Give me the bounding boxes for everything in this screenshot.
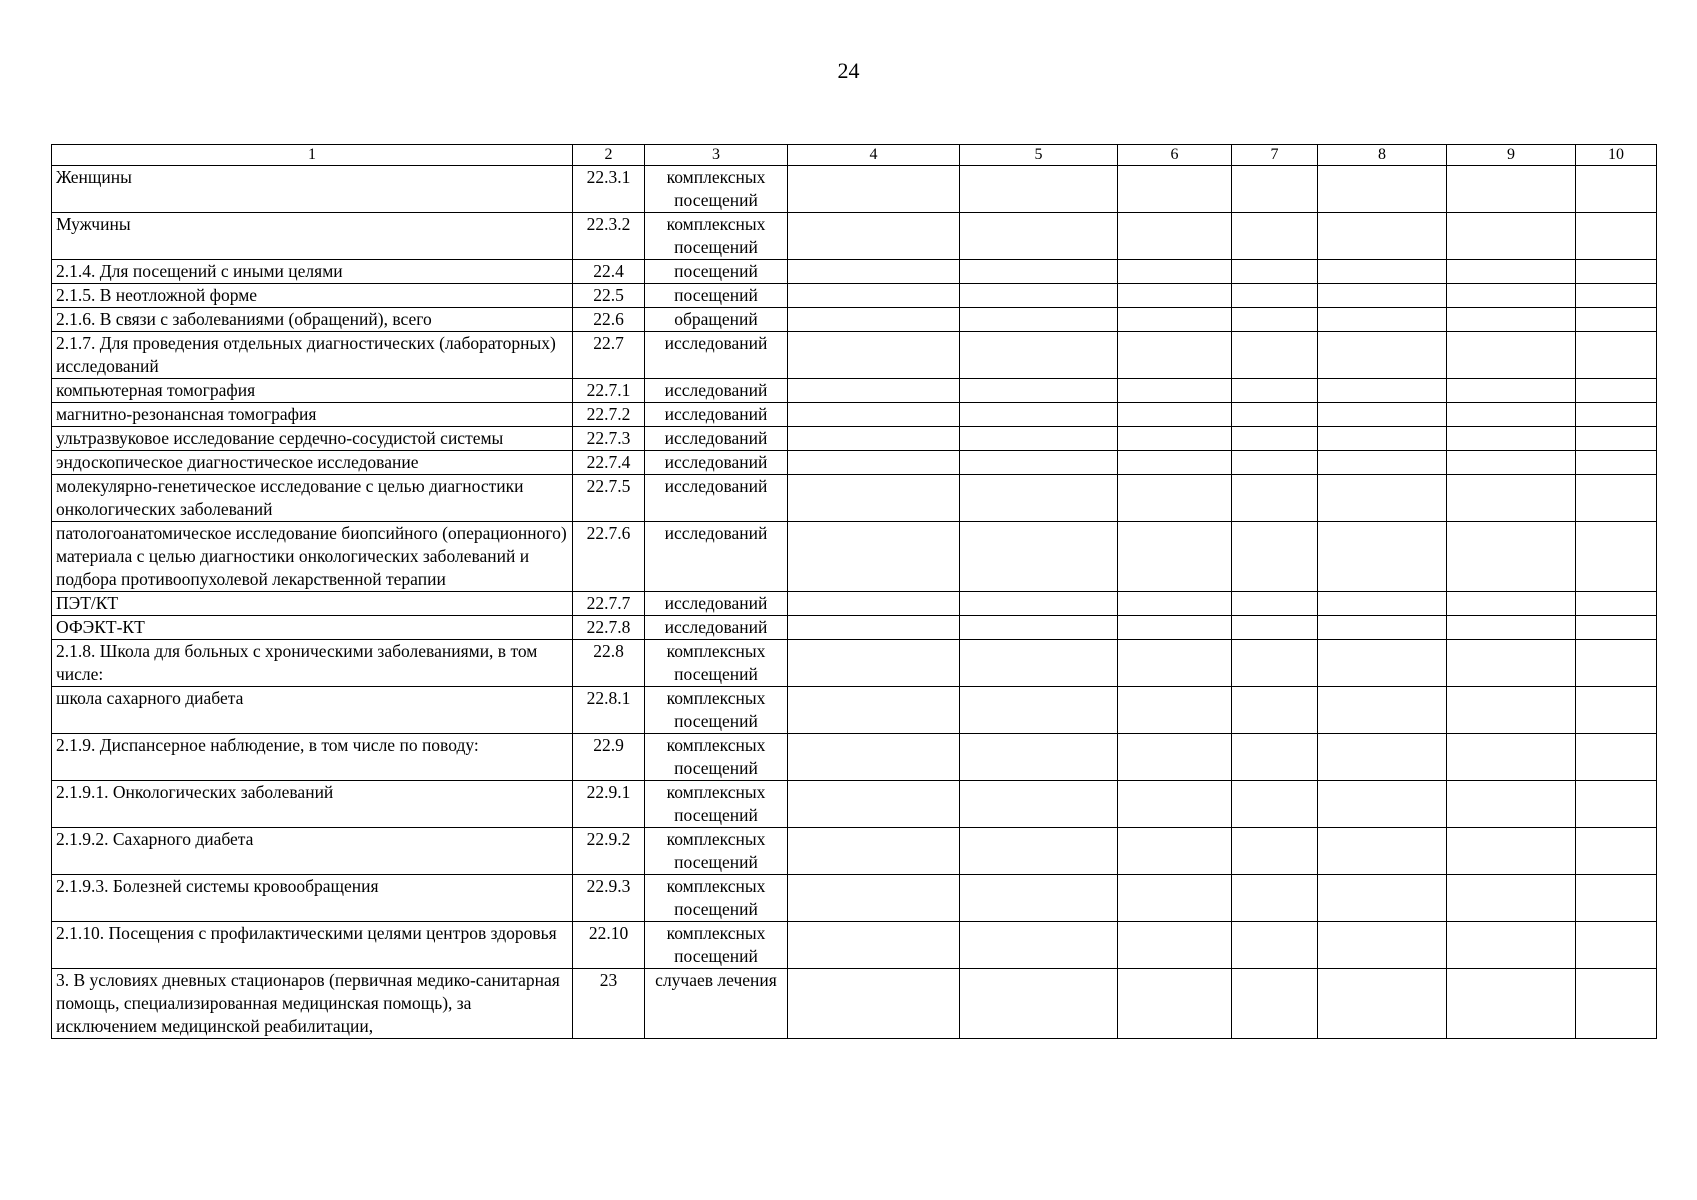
row-code-cell: 22.9	[573, 734, 645, 781]
empty-cell	[1118, 427, 1232, 451]
table-row	[52, 379, 1657, 403]
row-code-cell: 22.4	[573, 260, 645, 284]
empty-cell	[1118, 308, 1232, 332]
empty-cell	[788, 828, 960, 875]
table-row	[52, 592, 1657, 616]
empty-cell	[1447, 640, 1576, 687]
table-row	[52, 781, 1657, 828]
row-name-cell: компьютерная томография	[52, 379, 573, 403]
row-code-cell: 22.8	[573, 640, 645, 687]
empty-cell	[960, 828, 1118, 875]
empty-cell	[1576, 922, 1657, 969]
empty-cell	[1118, 734, 1232, 781]
row-name-cell: 2.1.5. В неотложной форме	[52, 284, 573, 308]
empty-cell	[1318, 734, 1447, 781]
table-row	[52, 260, 1657, 284]
empty-cell	[1318, 640, 1447, 687]
empty-cell	[1118, 213, 1232, 260]
empty-cell	[1118, 284, 1232, 308]
page-number: 24	[837, 58, 860, 83]
empty-cell	[1447, 379, 1576, 403]
row-unit-cell: комплексных посещений	[645, 828, 788, 875]
row-unit-cell: исследований	[645, 522, 788, 592]
table-row	[52, 734, 1657, 781]
empty-cell	[1447, 308, 1576, 332]
empty-cell	[1447, 969, 1576, 1039]
row-unit-cell: исследований	[645, 451, 788, 475]
empty-cell	[1576, 475, 1657, 522]
empty-cell	[1318, 522, 1447, 592]
empty-cell	[788, 475, 960, 522]
empty-cell	[788, 213, 960, 260]
row-code-cell: 22.9.2	[573, 828, 645, 875]
empty-cell	[960, 379, 1118, 403]
empty-cell	[1232, 828, 1318, 875]
row-name-cell: ОФЭКТ-КТ	[52, 616, 573, 640]
row-code-cell: 22.6	[573, 308, 645, 332]
empty-cell	[960, 475, 1118, 522]
empty-cell	[1576, 166, 1657, 213]
table-row	[52, 332, 1657, 379]
row-code-cell: 22.7.1	[573, 379, 645, 403]
empty-cell	[1318, 922, 1447, 969]
empty-cell	[1318, 969, 1447, 1039]
row-code-cell: 22.10	[573, 922, 645, 969]
empty-cell	[960, 260, 1118, 284]
row-name-cell: 2.1.10. Посещения с профилактическими целями центров здоровья	[52, 922, 573, 969]
row-code-cell: 22.8.1	[573, 687, 645, 734]
empty-cell	[1576, 260, 1657, 284]
row-code-cell: 22.7.4	[573, 451, 645, 475]
table-row	[52, 522, 1657, 592]
empty-cell	[1318, 213, 1447, 260]
column-header: 8	[1318, 145, 1447, 166]
empty-cell	[960, 332, 1118, 379]
empty-cell	[1232, 616, 1318, 640]
table-row	[52, 213, 1657, 260]
table-header-row	[52, 145, 1657, 166]
column-header: 6	[1118, 145, 1232, 166]
empty-cell	[1232, 922, 1318, 969]
empty-cell	[1576, 616, 1657, 640]
row-code-cell: 22.7	[573, 332, 645, 379]
empty-cell	[1447, 427, 1576, 451]
empty-cell	[1232, 781, 1318, 828]
empty-cell	[788, 284, 960, 308]
empty-cell	[1318, 308, 1447, 332]
empty-cell	[960, 781, 1118, 828]
row-code-cell: 22.7.7	[573, 592, 645, 616]
row-code-cell: 22.7.3	[573, 427, 645, 451]
row-name-cell: ПЭТ/КТ	[52, 592, 573, 616]
empty-cell	[1576, 403, 1657, 427]
table-row	[52, 475, 1657, 522]
row-unit-cell: исследований	[645, 332, 788, 379]
table-row	[52, 451, 1657, 475]
empty-cell	[788, 687, 960, 734]
table-row	[52, 875, 1657, 922]
empty-cell	[960, 522, 1118, 592]
empty-cell	[1318, 332, 1447, 379]
empty-cell	[1232, 592, 1318, 616]
table-row	[52, 687, 1657, 734]
row-unit-cell: комплексных посещений	[645, 687, 788, 734]
empty-cell	[1576, 734, 1657, 781]
empty-cell	[1118, 875, 1232, 922]
empty-cell	[1118, 687, 1232, 734]
column-header: 7	[1232, 145, 1318, 166]
empty-cell	[1318, 592, 1447, 616]
empty-cell	[1576, 687, 1657, 734]
row-unit-cell: комплексных посещений	[645, 922, 788, 969]
table-row	[52, 308, 1657, 332]
empty-cell	[1118, 475, 1232, 522]
empty-cell	[1318, 781, 1447, 828]
row-unit-cell: случаев лечения	[645, 969, 788, 1039]
empty-cell	[1118, 616, 1232, 640]
row-unit-cell: исследований	[645, 592, 788, 616]
empty-cell	[960, 687, 1118, 734]
empty-cell	[1118, 451, 1232, 475]
empty-cell	[1232, 332, 1318, 379]
row-unit-cell: комплексных посещений	[645, 166, 788, 213]
empty-cell	[960, 969, 1118, 1039]
empty-cell	[1318, 166, 1447, 213]
empty-cell	[1447, 475, 1576, 522]
empty-cell	[1318, 451, 1447, 475]
empty-cell	[1232, 403, 1318, 427]
row-name-cell: патологоанатомическое исследование биопсийного (операционного) материала с целью диагностики онкологических заболеваний и подбора противоопухолевой лекарственной терапии	[52, 522, 573, 592]
empty-cell	[788, 451, 960, 475]
column-header: 4	[788, 145, 960, 166]
row-code-cell: 22.7.2	[573, 403, 645, 427]
empty-cell	[788, 166, 960, 213]
empty-cell	[1447, 451, 1576, 475]
empty-cell	[1318, 687, 1447, 734]
empty-cell	[1232, 284, 1318, 308]
column-header: 9	[1447, 145, 1576, 166]
table-row	[52, 166, 1657, 213]
empty-cell	[1232, 734, 1318, 781]
empty-cell	[788, 522, 960, 592]
row-name-cell: 2.1.7. Для проведения отдельных диагностических (лабораторных) исследований	[52, 332, 573, 379]
empty-cell	[1576, 828, 1657, 875]
empty-cell	[1447, 687, 1576, 734]
empty-cell	[1318, 427, 1447, 451]
empty-cell	[1318, 403, 1447, 427]
empty-cell	[788, 308, 960, 332]
row-code-cell: 22.7.8	[573, 616, 645, 640]
empty-cell	[960, 640, 1118, 687]
row-unit-cell: исследований	[645, 616, 788, 640]
row-name-cell: 2.1.6. В связи с заболеваниями (обращений), всего	[52, 308, 573, 332]
empty-cell	[1232, 213, 1318, 260]
empty-cell	[1232, 969, 1318, 1039]
empty-cell	[788, 616, 960, 640]
empty-cell	[1576, 213, 1657, 260]
column-header: 10	[1576, 145, 1657, 166]
empty-cell	[1232, 875, 1318, 922]
empty-cell	[788, 592, 960, 616]
row-code-cell: 22.9.3	[573, 875, 645, 922]
empty-cell	[960, 213, 1118, 260]
table-row	[52, 969, 1657, 1039]
empty-cell	[1232, 379, 1318, 403]
empty-cell	[1232, 308, 1318, 332]
empty-cell	[1118, 260, 1232, 284]
row-unit-cell: комплексных посещений	[645, 781, 788, 828]
empty-cell	[788, 875, 960, 922]
empty-cell	[1232, 166, 1318, 213]
empty-cell	[1576, 969, 1657, 1039]
empty-cell	[1118, 166, 1232, 213]
row-code-cell: 22.7.6	[573, 522, 645, 592]
table-body	[52, 145, 1657, 1039]
empty-cell	[1447, 781, 1576, 828]
row-code-cell: 22.3.2	[573, 213, 645, 260]
empty-cell	[1232, 640, 1318, 687]
table-row	[52, 427, 1657, 451]
empty-cell	[788, 781, 960, 828]
empty-cell	[1576, 379, 1657, 403]
empty-cell	[1447, 522, 1576, 592]
empty-cell	[1447, 828, 1576, 875]
row-unit-cell: исследований	[645, 475, 788, 522]
empty-cell	[1232, 475, 1318, 522]
row-unit-cell: посещений	[645, 260, 788, 284]
empty-cell	[1447, 403, 1576, 427]
empty-cell	[1447, 213, 1576, 260]
empty-cell	[1576, 522, 1657, 592]
empty-cell	[960, 451, 1118, 475]
empty-cell	[1576, 427, 1657, 451]
empty-cell	[960, 308, 1118, 332]
row-unit-cell: обращений	[645, 308, 788, 332]
row-code-cell: 22.5	[573, 284, 645, 308]
column-header: 3	[645, 145, 788, 166]
empty-cell	[1447, 616, 1576, 640]
empty-cell	[1232, 687, 1318, 734]
empty-cell	[960, 427, 1118, 451]
column-header: 2	[573, 145, 645, 166]
empty-cell	[1118, 922, 1232, 969]
row-unit-cell: комплексных посещений	[645, 875, 788, 922]
empty-cell	[1118, 379, 1232, 403]
empty-cell	[1447, 922, 1576, 969]
empty-cell	[1576, 875, 1657, 922]
empty-cell	[788, 379, 960, 403]
empty-cell	[960, 403, 1118, 427]
row-unit-cell: комплексных посещений	[645, 734, 788, 781]
empty-cell	[1118, 828, 1232, 875]
empty-cell	[1118, 403, 1232, 427]
empty-cell	[1232, 427, 1318, 451]
data-table	[51, 144, 1657, 1039]
empty-cell	[960, 166, 1118, 213]
empty-cell	[1447, 332, 1576, 379]
empty-cell	[1447, 260, 1576, 284]
empty-cell	[1232, 451, 1318, 475]
row-name-cell: Женщины	[52, 166, 573, 213]
empty-cell	[1118, 592, 1232, 616]
empty-cell	[1576, 592, 1657, 616]
empty-cell	[1318, 284, 1447, 308]
empty-cell	[1118, 781, 1232, 828]
row-name-cell: 2.1.9.3. Болезней системы кровообращения	[52, 875, 573, 922]
row-unit-cell: исследований	[645, 427, 788, 451]
empty-cell	[1447, 166, 1576, 213]
empty-cell	[1576, 284, 1657, 308]
empty-cell	[1232, 260, 1318, 284]
table-row	[52, 403, 1657, 427]
empty-cell	[1118, 522, 1232, 592]
row-unit-cell: комплексных посещений	[645, 640, 788, 687]
empty-cell	[788, 260, 960, 284]
row-name-cell: Мужчины	[52, 213, 573, 260]
empty-cell	[960, 734, 1118, 781]
table-row	[52, 922, 1657, 969]
row-unit-cell: исследований	[645, 379, 788, 403]
empty-cell	[1576, 781, 1657, 828]
empty-cell	[1232, 522, 1318, 592]
empty-cell	[788, 922, 960, 969]
row-name-cell: ультразвуковое исследование сердечно-сосудистой системы	[52, 427, 573, 451]
empty-cell	[1576, 640, 1657, 687]
empty-cell	[1118, 969, 1232, 1039]
empty-cell	[1576, 308, 1657, 332]
column-header: 1	[52, 145, 573, 166]
empty-cell	[788, 640, 960, 687]
empty-cell	[1318, 379, 1447, 403]
empty-cell	[1576, 332, 1657, 379]
empty-cell	[788, 332, 960, 379]
row-code-cell: 22.9.1	[573, 781, 645, 828]
empty-cell	[960, 875, 1118, 922]
row-unit-cell: посещений	[645, 284, 788, 308]
empty-cell	[1318, 875, 1447, 922]
empty-cell	[1118, 640, 1232, 687]
empty-cell	[960, 616, 1118, 640]
row-code-cell: 23	[573, 969, 645, 1039]
empty-cell	[1447, 875, 1576, 922]
row-name-cell: 2.1.9.2. Сахарного диабета	[52, 828, 573, 875]
empty-cell	[788, 734, 960, 781]
row-name-cell: молекулярно-генетическое исследование с целью диагностики онкологических заболеваний	[52, 475, 573, 522]
table-row	[52, 616, 1657, 640]
empty-cell	[960, 922, 1118, 969]
row-name-cell: 2.1.9.1. Онкологических заболеваний	[52, 781, 573, 828]
table-row	[52, 284, 1657, 308]
empty-cell	[1447, 734, 1576, 781]
empty-cell	[1318, 475, 1447, 522]
empty-cell	[960, 284, 1118, 308]
row-name-cell: 2.1.4. Для посещений с иными целями	[52, 260, 573, 284]
empty-cell	[1447, 592, 1576, 616]
empty-cell	[1318, 616, 1447, 640]
row-unit-cell: комплексных посещений	[645, 213, 788, 260]
table-row	[52, 640, 1657, 687]
empty-cell	[1318, 828, 1447, 875]
column-header: 5	[960, 145, 1118, 166]
empty-cell	[1118, 332, 1232, 379]
row-name-cell: 2.1.9. Диспансерное наблюдение, в том числе по поводу:	[52, 734, 573, 781]
empty-cell	[1447, 284, 1576, 308]
row-name-cell: 3. В условиях дневных стационаров (первичная медико-санитарная помощь, специализированная медицинская помощь), за исключением медицинской реабилитации,	[52, 969, 573, 1039]
empty-cell	[1576, 451, 1657, 475]
table-row	[52, 828, 1657, 875]
empty-cell	[1318, 260, 1447, 284]
empty-cell	[788, 969, 960, 1039]
empty-cell	[960, 592, 1118, 616]
empty-cell	[788, 427, 960, 451]
row-name-cell: магнитно-резонансная томография	[52, 403, 573, 427]
empty-cell	[788, 403, 960, 427]
row-name-cell: эндоскопическое диагностическое исследование	[52, 451, 573, 475]
row-name-cell: 2.1.8. Школа для больных с хроническими заболеваниями, в том числе:	[52, 640, 573, 687]
row-code-cell: 22.7.5	[573, 475, 645, 522]
row-code-cell: 22.3.1	[573, 166, 645, 213]
row-name-cell: школа сахарного диабета	[52, 687, 573, 734]
row-unit-cell: исследований	[645, 403, 788, 427]
